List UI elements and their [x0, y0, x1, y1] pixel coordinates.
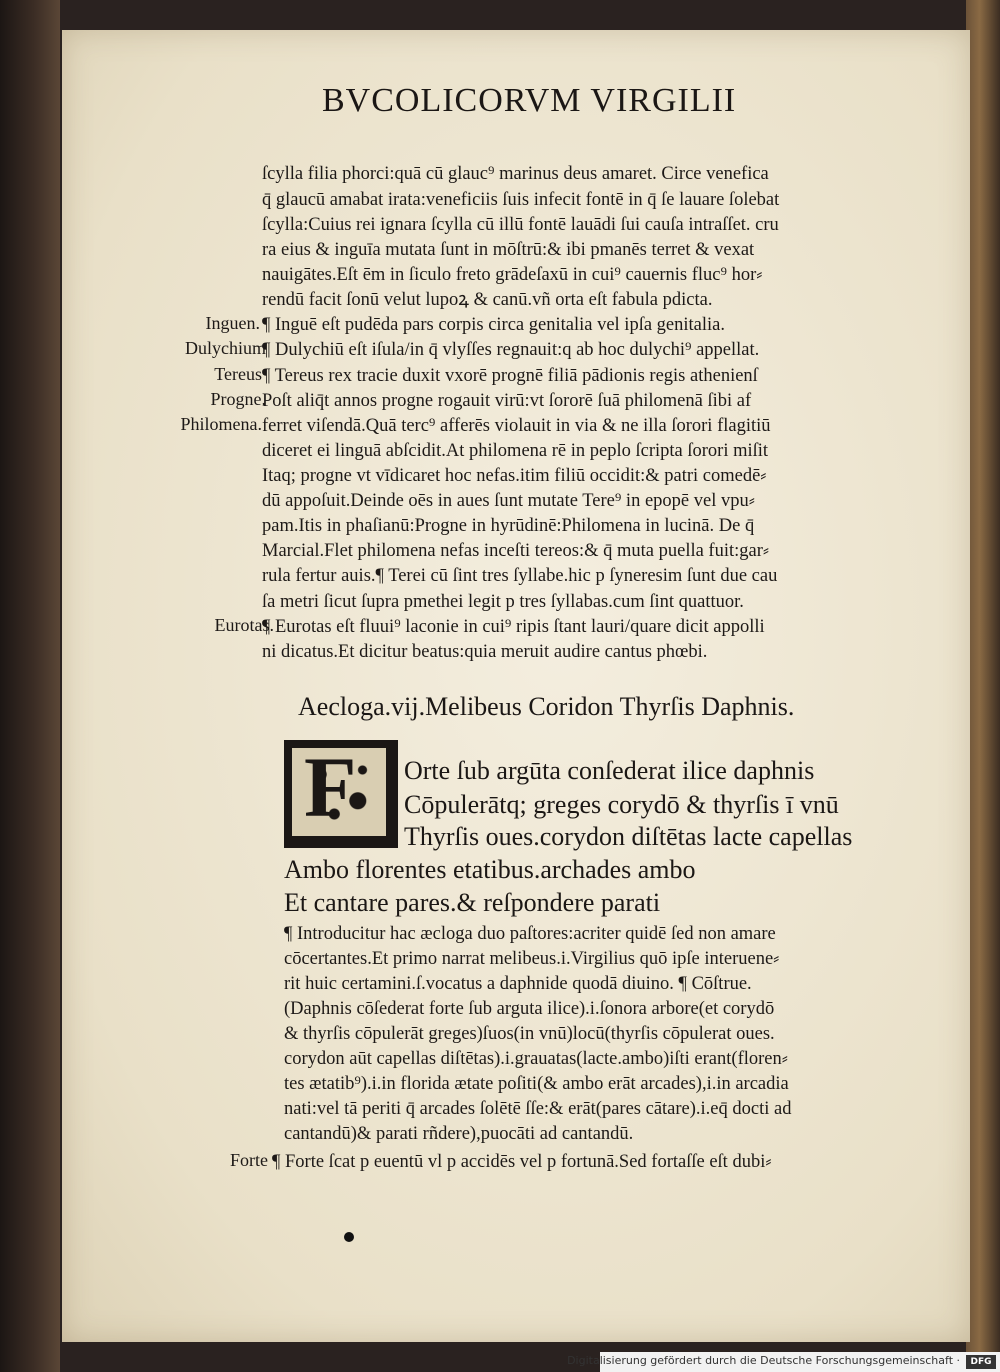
commentary-line: rendū facit ſonū velut lupoꝝ & canū.vñ orta eſt fabula pdicta. — [262, 290, 713, 310]
commentary-line: Marcial.Flet philomena nefas inceſti tereos:& q̄ muta puella fuit:gar⸗ — [262, 541, 770, 561]
commentary-line: q̄ glaucū amabat irata:veneficiis ſuis infecit fontē in q̄ ſe lauare ſolebat — [262, 190, 780, 210]
commentary-line: pam.Itis in phaſianū:Progne in hyrūdinē:Philomena in lucinā. De q̄ — [262, 516, 755, 536]
footer-credit: Digitalisierung gefördert durch die Deutsche Forschungsgemeinschaft · — [567, 1354, 960, 1367]
commentary-line: ſcylla filia phorci:quā cū glauc⁹ marinus deus amaret. Circe venefica — [262, 164, 769, 184]
book-fore-edge — [966, 0, 1000, 1372]
book-spine-edge — [0, 0, 60, 1372]
gloss-line: cantandū)& parati rñdere),puocāti ad cantandū. — [284, 1124, 634, 1144]
commentary-line: Itaq; progne vt vīdicaret hoc nefas.itim filiū occidit:& patri comedē⸗ — [262, 466, 767, 486]
commentary-line: ni dicatus.Et dicitur beatus:quia meruit audire cantus phœbi. — [262, 642, 708, 662]
gloss-line: (Daphnis cōſederat forte ſub arguta ilice).i.ſonora arbore(et corydō — [284, 999, 775, 1019]
commentary-line: ſa metri ſicut ſupra pmethei legit p tres ſyllabas.cum ſint quattuor. — [262, 592, 744, 612]
margin-gloss-eurotas: Eurotas. — [214, 615, 274, 635]
gloss-line: cōcertantes.Et primo narrat melibeus.i.Virgilius quō ipſe interuene⸗ — [284, 949, 780, 969]
commentary-line: Poſt aliq̄t annos progne rogauit virū:vt ſororē ſuā philomenā ſibi af — [262, 391, 752, 411]
decorated-initial — [284, 740, 398, 848]
commentary-line: rula fertur auis.¶ Terei cū ſint tres ſyllabe.hic p ſyneresim ſunt due cau — [262, 566, 778, 586]
gloss-line: nati:vel tā periti q̄ arcades ſolētē ſſe:& erāt(pares cātare).i.eq̄ docti ad — [284, 1099, 792, 1119]
dfg-logo: DFG — [966, 1355, 996, 1369]
commentary-line: nauigātes.Eſt ēm in ſiculo freto grādeſaxū in cui⁹ cauernis fluc⁹ hor⸗ — [262, 265, 763, 285]
verse-line: Ambo florentes etatibus.archades ambo — [284, 855, 696, 884]
margin-gloss-philomena: Philomena. — [180, 414, 262, 434]
commentary-line: ſcylla:Cuius rei ignara ſcylla cū illū fontē lauādi ſui cauſa intraſſet. cru — [262, 215, 779, 235]
commentary-line: ra eius & inguīa mutata ſunt in mōſtrū:& ibi pmanēs terret & vexat — [262, 240, 755, 260]
margin-gloss-inguen: Inguen. — [205, 313, 260, 333]
eclogue-heading: Aecloga.vij.Melibeus Coridon Thyrſis Daphnis. — [298, 692, 795, 721]
verse-line: Et cantare pares.& reſpondere parati — [284, 888, 661, 917]
commentary-line: ferret viſendā.Quā terc⁹ afferēs violauit in via & ne illa ſorori flagitiū — [262, 416, 771, 436]
initial-letter: F — [304, 739, 357, 835]
forte-line: ¶ Forte ſcat p euentū vl p accidēs vel p fortunā.Sed fortaſſe eſt dubi⸗ — [272, 1152, 772, 1172]
margin-gloss-dulychium: Dulychium — [185, 338, 266, 358]
verse-line: Orte ſub argūta conſederat ilice daphnis — [404, 756, 815, 785]
commentary-line: ¶ Tereus rex tracie duxit vxorē prognē filiā pādionis regis athenienſ — [262, 366, 758, 386]
page-dot — [344, 1232, 354, 1242]
gloss-line: corydon aūt capellas diſtētas).i.grauatas(lacte.ambo)iſti erant(floren⸗ — [284, 1049, 788, 1069]
commentary-line: ¶ Eurotas eſt fluui⁹ laconie in cui⁹ ripis ſtant lauri/quare dicit appolli — [262, 617, 765, 637]
verse-line: Thyrſis oues.corydon diſtētas lacte capellas — [404, 822, 853, 851]
running-head: BVCOLICORVM VIRGILII — [322, 82, 737, 119]
gloss-line: tes ætatib⁹).i.in florida ætate poſiti(& ambo erāt arcades),i.in arcadia — [284, 1074, 789, 1094]
commentary-line: diceret ei linguā abſcidit.At philomena rē in peplo ſcripta ſorori miſit — [262, 441, 769, 461]
commentary-line: dū appoſuit.Deinde oēs in aues ſunt mutate Tere⁹ in epopē vel vpu⸗ — [262, 491, 755, 511]
gloss-line: rit huic certamini.ſ.vocatus a daphnide quodā diuino. ¶ Cōſtrue. — [284, 974, 752, 994]
gloss-line: & thyrſis cōpulerāt greges)ſuos(in vnū)locū(thyrſis cōpulerat oues. — [284, 1024, 775, 1044]
margin-gloss-tereus: Tereus — [214, 364, 262, 384]
commentary-line: ¶ Inguē eſt pudēda pars corpis circa genitalia vel ipſa genitalia. — [262, 315, 725, 335]
footer-bar — [567, 1352, 1000, 1372]
commentary-line: ¶ Dulychiū eſt iſula/in q̄ vlyſſes regnauit:q ab hoc dulychi⁹ appellat. — [262, 340, 760, 360]
gloss-line: ¶ Introducitur hac æcloga duo paſtores:acriter quidē ſed non amare — [284, 924, 776, 944]
verse-line: Cōpulerātq; greges corydō & thyrſis ī vnū — [404, 790, 839, 819]
margin-gloss-progne: Progne. — [210, 389, 266, 409]
margin-gloss-forte: Forte — [230, 1150, 268, 1170]
